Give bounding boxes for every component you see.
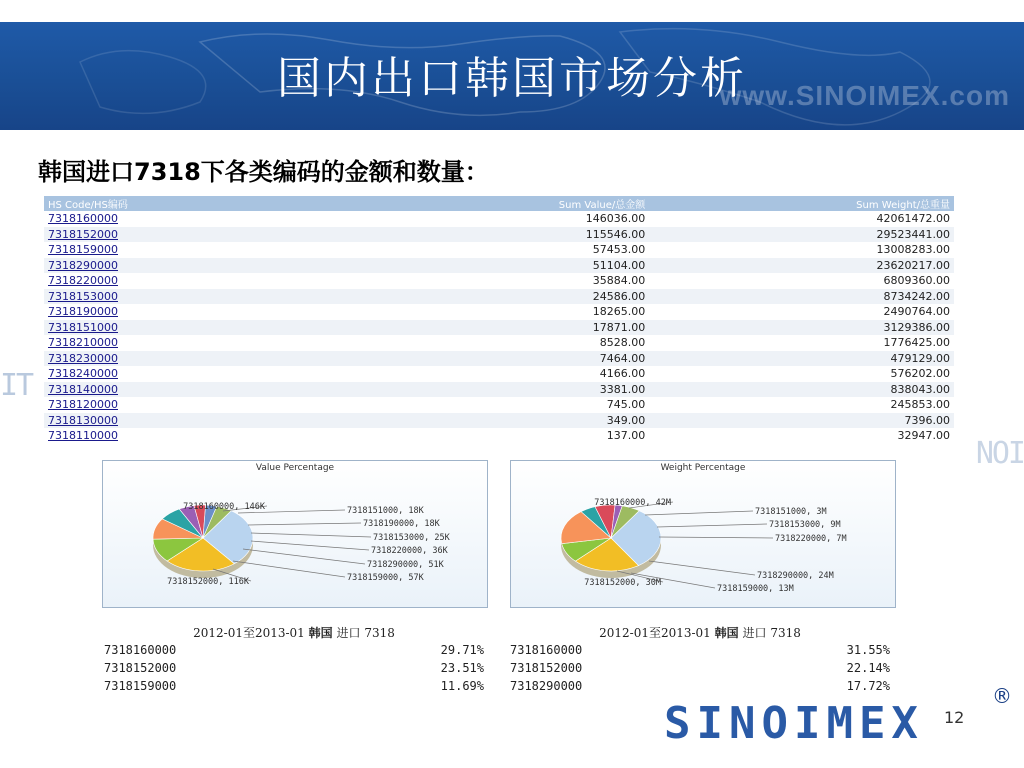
sum-weight-cell: 42061472.00 [649, 211, 954, 227]
pie-slice-label: 7318159000, 13M [717, 584, 794, 594]
pie-label-leader [243, 549, 365, 564]
value-stats-panel [104, 624, 484, 697]
sum-value-cell: 7464.00 [444, 351, 649, 367]
pie-slice-label: 7318290000, 51K [367, 560, 444, 570]
hs-code-link[interactable]: 7318220000 [48, 274, 118, 288]
hs-code-link[interactable]: 7318210000 [48, 336, 118, 350]
side-watermark-right: NOI [975, 436, 1024, 471]
stats-code: 7318 [770, 626, 801, 640]
pie-slice-label: 7318153000, 25K [373, 533, 450, 543]
sum-weight-cell: 32947.00 [649, 428, 954, 444]
hs-code-cell [44, 211, 444, 227]
hs-code-cell [44, 413, 444, 429]
sum-weight-cell: 245853.00 [649, 397, 954, 413]
stats-percent: 23.51% [440, 661, 484, 675]
table-row [44, 366, 954, 382]
pie-label-leader [233, 561, 345, 577]
pie-label-leader [645, 511, 753, 515]
sum-value-cell: 17871.00 [444, 320, 649, 336]
sum-weight-cell: 2490764.00 [649, 304, 954, 320]
sum-value-cell: 3381.00 [444, 382, 649, 398]
stats-code: 7318290000 [510, 679, 583, 693]
sum-value-cell: 137.00 [444, 428, 649, 444]
sum-value-cell: 51104.00 [444, 258, 649, 274]
sum-value-cell: 24586.00 [444, 289, 649, 305]
sum-value-cell: 349.00 [444, 413, 649, 429]
table-row [44, 428, 954, 444]
stats-row [510, 661, 890, 679]
table-row [44, 382, 954, 398]
stats-code: 7318 [364, 626, 395, 640]
hs-code-link[interactable]: 7318230000 [48, 351, 118, 365]
sum-weight-cell: 1776425.00 [649, 335, 954, 351]
stats-code: 7318152000 [104, 661, 177, 675]
hs-code-link[interactable]: 7318159000 [48, 243, 118, 257]
hs-code-link[interactable]: 7318130000 [48, 413, 118, 427]
hs-code-link[interactable]: 7318110000 [48, 429, 118, 443]
sum-value-cell: 57453.00 [444, 242, 649, 258]
pie-label-leader [657, 524, 767, 527]
table-row [44, 227, 954, 243]
pie-label-leader [248, 523, 361, 525]
sum-weight-cell: 7396.00 [649, 413, 954, 429]
table-row [44, 289, 954, 305]
stats-row [510, 643, 890, 661]
hs-code-link[interactable]: 7318190000 [48, 305, 118, 319]
pie-label-leader [251, 541, 369, 550]
hs-code-link[interactable]: 7318140000 [48, 382, 118, 396]
sum-weight-cell: 23620217.00 [649, 258, 954, 274]
section-subtitle: 韩国进口7318下各类编码的金额和数量： [38, 158, 489, 186]
side-watermark-left: IT [0, 368, 33, 403]
sum-weight-cell: 576202.00 [649, 366, 954, 382]
pie-slice-label: 7318160000, 42M [594, 498, 671, 508]
column-header-sum-weight[interactable]: Sum Weight/总重量 [649, 196, 954, 211]
stats-period: 2012-01至2013-01 [193, 626, 305, 640]
hs-code-cell [44, 397, 444, 413]
stats-percent: 29.71% [440, 643, 484, 657]
sum-weight-cell: 3129386.00 [649, 320, 954, 336]
sum-value-cell: 4166.00 [444, 366, 649, 382]
column-header-hs-code[interactable]: HS Code/HS编码 [44, 196, 444, 211]
table-row [44, 273, 954, 289]
hs-code-link[interactable]: 7318290000 [48, 258, 118, 272]
pie-chart-svg [511, 461, 895, 607]
weight-stats-panel [510, 624, 890, 697]
stats-code: 7318160000 [510, 643, 583, 657]
hs-code-cell [44, 428, 444, 444]
hs-code-link[interactable]: 7318120000 [48, 398, 118, 412]
stats-row [104, 643, 484, 661]
sum-value-cell: 18265.00 [444, 304, 649, 320]
data-table [44, 196, 954, 444]
hs-code-cell [44, 289, 444, 305]
sum-weight-cell: 479129.00 [649, 351, 954, 367]
page-title: 国内出口韩国市场分析 [277, 53, 747, 104]
page-number: 12 [944, 708, 965, 727]
stats-country: 韩国 [308, 626, 333, 640]
sum-value-cell: 146036.00 [444, 211, 649, 227]
table-header-row [44, 196, 954, 211]
hs-code-cell [44, 258, 444, 274]
sum-weight-cell: 29523441.00 [649, 227, 954, 243]
hs-code-link[interactable]: 7318151000 [48, 320, 118, 334]
stats-code: 7318160000 [104, 643, 177, 657]
stats-period: 2012-01至2013-01 [599, 626, 711, 640]
pie-slice-label: 7318220000, 36K [371, 546, 448, 556]
table-row [44, 242, 954, 258]
sum-value-cell: 745.00 [444, 397, 649, 413]
pie-slice-label: 7318153000, 9M [769, 520, 841, 530]
hs-code-cell [44, 351, 444, 367]
pie-slice-label: 7318290000, 24M [757, 571, 834, 581]
stats-percent: 22.14% [846, 661, 890, 675]
sum-weight-cell: 13008283.00 [649, 242, 954, 258]
pie-slice-label: 7318160000, 146K [183, 502, 265, 512]
table-row [44, 211, 954, 227]
table-row [44, 351, 954, 367]
stats-code: 7318152000 [510, 661, 583, 675]
table-row [44, 413, 954, 429]
pie-slice-label: 7318152000, 30M [584, 578, 661, 588]
stats-country: 韩国 [714, 626, 739, 640]
stats-row [104, 661, 484, 679]
hs-code-cell [44, 304, 444, 320]
stats-type: 进口 [742, 626, 767, 640]
hs-code-cell [44, 366, 444, 382]
sum-weight-cell: 838043.00 [649, 382, 954, 398]
stats-percent: 17.72% [846, 679, 890, 693]
header-banner [0, 22, 1024, 130]
hs-code-link[interactable]: 7318160000 [48, 212, 118, 226]
watermark-url: www.SINOIMEX.com [719, 80, 1010, 111]
top-strip [0, 0, 1024, 22]
stats-type: 进口 [336, 626, 361, 640]
stats-row [104, 679, 484, 697]
table-row [44, 335, 954, 351]
hs-code-cell [44, 320, 444, 336]
stats-header [104, 624, 484, 641]
table-row [44, 320, 954, 336]
table-row [44, 304, 954, 320]
hs-code-cell [44, 227, 444, 243]
hs-code-link[interactable]: 7318153000 [48, 289, 118, 303]
pie-label-leader [649, 561, 755, 575]
hs-code-cell [44, 242, 444, 258]
stats-percent: 31.55% [846, 643, 890, 657]
sum-weight-cell: 8734242.00 [649, 289, 954, 305]
stats-percent: 11.69% [440, 679, 484, 693]
hs-code-cell [44, 382, 444, 398]
column-header-sum-value[interactable]: Sum Value/总金额 [444, 196, 649, 211]
stats-row [510, 679, 890, 697]
weight-percentage-chart [510, 460, 896, 608]
sum-value-cell: 35884.00 [444, 273, 649, 289]
pie-chart-svg [103, 461, 487, 607]
hs-code-link[interactable]: 7318240000 [48, 367, 118, 381]
value-percentage-chart [102, 460, 488, 608]
pie-slice-label: 7318151000, 18K [347, 506, 424, 516]
table-row [44, 397, 954, 413]
pie-slice-label: 7318151000, 3M [755, 507, 827, 517]
table-row [44, 258, 954, 274]
pie-slice-label: 7318152000, 116K [167, 577, 249, 587]
hs-code-cell [44, 273, 444, 289]
pie-label-leader [251, 533, 371, 537]
sum-weight-cell: 6809360.00 [649, 273, 954, 289]
hs-code-link[interactable]: 7318152000 [48, 227, 118, 241]
stats-header [510, 624, 890, 641]
chart-title: Value Percentage [255, 463, 335, 473]
chart-title: Weight Percentage [660, 463, 746, 473]
sinoimex-logo: SINOIMEX [664, 698, 924, 749]
sum-value-cell: 115546.00 [444, 227, 649, 243]
sum-value-cell: 8528.00 [444, 335, 649, 351]
pie-slice-label: 7318159000, 57K [347, 573, 424, 583]
registered-mark: ® [992, 684, 1012, 708]
stats-code: 7318159000 [104, 679, 177, 693]
pie-slice-label: 7318220000, 7M [775, 534, 847, 544]
pie-slice-label: 7318190000, 18K [363, 519, 440, 529]
hs-code-cell [44, 335, 444, 351]
pie-label-leader [659, 537, 773, 538]
